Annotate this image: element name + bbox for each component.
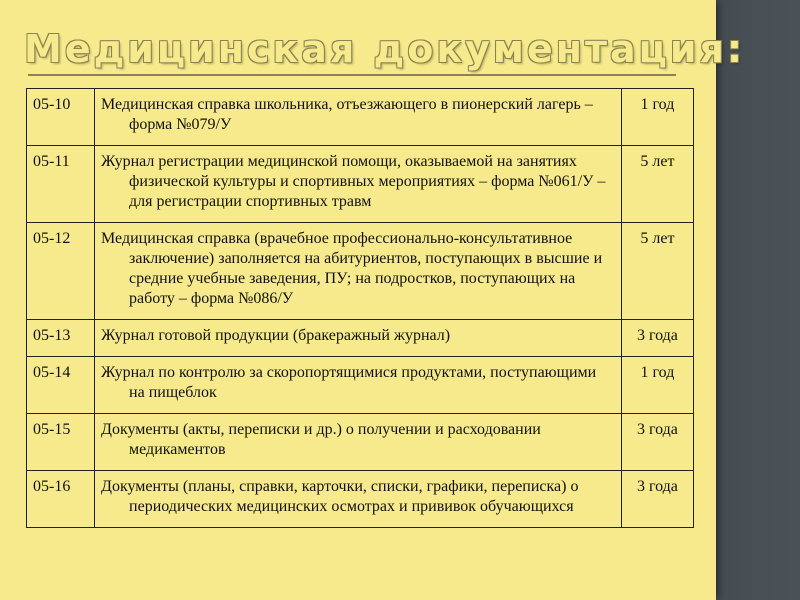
- row-code: 05-14: [27, 357, 95, 414]
- row-period: 3 года: [621, 320, 693, 357]
- table-row: [27, 357, 694, 414]
- row-period: 1 год: [621, 89, 693, 146]
- table-row: [27, 471, 694, 528]
- row-code: 05-16: [27, 471, 95, 528]
- documents-table: [26, 88, 694, 528]
- table-row: [27, 414, 694, 471]
- row-description: [95, 146, 622, 223]
- row-description-text: Журнал готовой продукции (бракеражный журнал): [101, 327, 451, 344]
- row-description: [95, 223, 622, 320]
- row-description-text: Журнал регистрации медицинской помощи, оказываемой на занятиях физической культуры и спортивных мероприятиях – форма №061/У – для регистрации спортивных травм: [101, 153, 606, 210]
- table-row: [27, 89, 694, 146]
- row-description-text: Документы (планы, справки, карточки, списки, графики, переписка) о периодических медицинских осмотрах и прививок обучающихся: [101, 478, 579, 515]
- row-period: 5 лет: [621, 223, 693, 320]
- row-description: [95, 471, 622, 528]
- row-description: [95, 320, 622, 357]
- table-row: [27, 223, 694, 320]
- table-row: [27, 146, 694, 223]
- title-area: [24, 26, 746, 82]
- row-period: 3 года: [621, 471, 693, 528]
- row-description-text: Документы (акты, переписки и др.) о получении и расходовании медикаментов: [101, 421, 541, 458]
- slide-title: Медицинская документация:: [24, 27, 746, 71]
- row-code: 05-11: [27, 146, 95, 223]
- row-description: [95, 357, 622, 414]
- row-description: [95, 414, 622, 471]
- row-description-text: Медицинская справка (врачебное профессионально-консультативное заключение) заполняется на абитуриентов, поступающих в высшие и средние учебные заведения, ПУ; на подростков, поступающих на работу – форма №086/У: [101, 230, 603, 307]
- row-description: [95, 89, 622, 146]
- row-code: 05-10: [27, 89, 95, 146]
- row-code: 05-13: [27, 320, 95, 357]
- table-row: [27, 320, 694, 357]
- title-underline: [28, 74, 676, 76]
- row-code: 05-15: [27, 414, 95, 471]
- row-period: 5 лет: [621, 146, 693, 223]
- row-period: 1 год: [621, 357, 693, 414]
- row-description-text: Медицинская справка школьника, отъезжающего в пионерский лагерь – форма №079/У: [101, 96, 593, 133]
- row-code: 05-12: [27, 223, 95, 320]
- row-period: 3 года: [621, 414, 693, 471]
- row-description-text: Журнал по контролю за скоропортящимися продуктами, поступающими на пищеблок: [101, 364, 597, 401]
